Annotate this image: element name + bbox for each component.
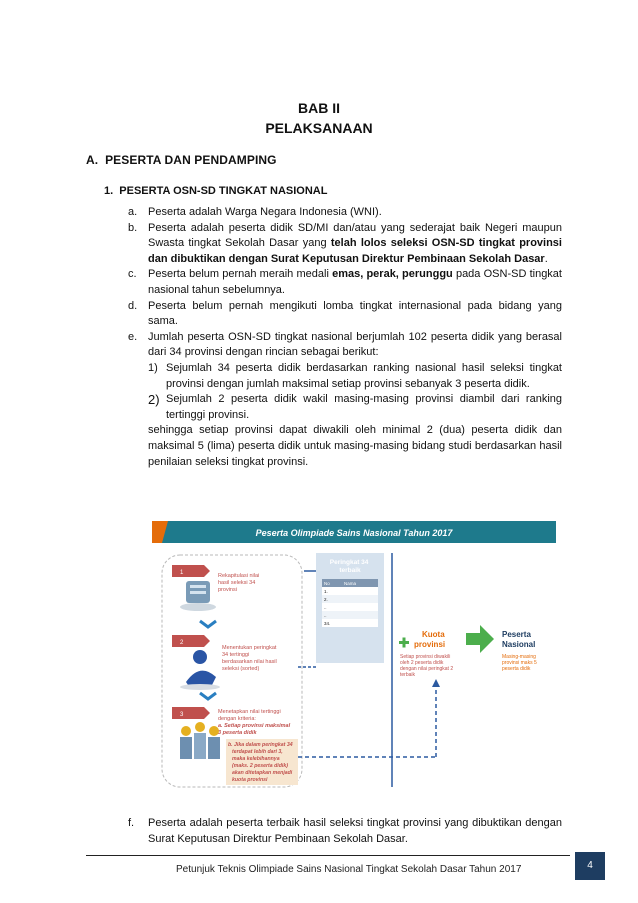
kuota-title: Kuota provinsi <box>414 630 446 649</box>
item-text: Peserta belum pernah mengikuti lomba tingkat internasional pada bidang yang sama. <box>148 299 562 328</box>
ranking-row: 34. <box>324 621 331 626</box>
subitem-number: 1) <box>148 361 158 374</box>
podium-people-icon <box>180 722 220 759</box>
subsection-heading-1: 1. PESERTA OSN-SD TINGKAT NASIONAL <box>104 185 328 197</box>
item-text-bold: emas, perak, perunggu <box>332 268 453 281</box>
item-text-normal: Peserta belum pernah meraih medali <box>148 268 333 281</box>
chapter-title: PELAKSANAAN <box>265 120 373 136</box>
item-text <box>148 267 562 298</box>
item-text: Peserta adalah Warga Negara Indonesia (WNI). <box>148 206 382 218</box>
footer-text: Petunjuk Teknis Olimpiade Sains Nasional Tingkat Sekolah Dasar Tahun 2017 <box>176 864 522 875</box>
item-label: f. <box>128 817 135 829</box>
step-1-marker <box>172 565 210 577</box>
list-subitem-2 <box>148 392 562 423</box>
plus-icon <box>399 638 409 648</box>
ranking-header-no: No <box>324 581 330 586</box>
item-text-normal: . <box>544 252 548 265</box>
footer-divider <box>86 855 570 856</box>
list-item-b <box>128 221 562 268</box>
person-ranking-icon <box>180 650 220 690</box>
step-3-note-text: b. Jika dalam peringkat 34 terdapat lebih dari 3, maka kelebihannya (maks. 2 peserta didik) akan ditetapkan menjadi kuota provinsi <box>228 742 293 783</box>
server-icon <box>180 581 216 611</box>
item-label: a. <box>128 206 138 218</box>
list-item-f-row <box>128 815 562 847</box>
ranking-row: .. <box>324 605 327 610</box>
chevron-down-icon <box>200 693 216 699</box>
ranking-header-name: Nama <box>344 581 357 586</box>
step-2-marker <box>172 635 210 647</box>
list-item-a <box>128 205 562 221</box>
list-item-c <box>128 267 562 298</box>
item-text <box>148 221 562 268</box>
ranking-table-rows <box>322 587 378 627</box>
item-e-continuation: sehingga setiap provinsi dapat diwakili oleh minimal 2 (dua) peserta didik dan maksimal 5 (lima) peserta didik untuk masing-masing bidang studi berdasarkan hasil penilaian seleksi tingkat provinsi. <box>148 424 562 468</box>
ranking-row: .. <box>324 613 327 618</box>
nasional-text: Masing-masing provinsi maks 5 peserta didik <box>502 654 537 672</box>
page-number: 4 <box>575 852 605 880</box>
subitem-text: Sejumlah 34 peserta didik berdasarkan ranking nasional hasil seleksi tingkat provinsi dengan jumlah maksimal setiap provinsi sebanyak 3 peserta didik. <box>166 361 562 390</box>
item-text: Peserta adalah peserta terbaik hasil seleksi tingkat provinsi yang dibuktikan dengan Surat Keputusan Direktur Pembinaan Sekolah Dasar. <box>148 817 562 845</box>
item-text: Jumlah peserta OSN-SD tingkat nasional berjumlah 102 peserta didik yang berasal dari 34 provinsi dengan rincian sebagai berikut: <box>148 330 562 359</box>
list-item-f <box>128 815 562 847</box>
item-list <box>128 205 562 470</box>
subitem-number: 2) <box>148 392 160 408</box>
step-2-number: 2 <box>180 640 184 646</box>
ranking-title: Peringkat 34 terbaik <box>329 559 369 574</box>
item-text-bold: telah lolos seleksi OSN-SD tingkat provinsi dan dibuktikan dengan Surat Keputusan Direktur Pembinaan Sekolah Dasar <box>148 237 562 265</box>
participant-flow-figure <box>148 517 560 797</box>
step-2-text: Menentukan peringkat 34 tertinggi berdasarkan nilai hasil seleksi (sorted) <box>222 645 277 672</box>
subitem-text: Sejumlah 2 peserta didik wakil masing-masing provinsi diambil dari ranking tertinggi provinsi. <box>166 393 562 421</box>
step-3-number: 3 <box>180 712 184 718</box>
chapter-number: BAB II <box>298 100 340 116</box>
section-heading-a: A. PESERTA DAN PENDAMPING <box>86 153 277 167</box>
item-text-normal: Peserta adalah peserta didik SD/MI dan/atau yang sederajat baik Negeri maupun Swasta tingkat Sekolah Dasar yang <box>148 221 562 250</box>
item-label: c. <box>128 268 137 281</box>
step-3-text: Menetapkan nilai tertinggi dengan kriteria: a. Setiap provinsi maksimal 3 peserta didik <box>218 709 291 736</box>
step-1-number: 1 <box>180 570 184 576</box>
ranking-row: 1. <box>324 589 328 594</box>
step-3-marker <box>172 707 210 719</box>
arrow-right-icon <box>466 625 494 653</box>
kuota-text: Setiap provinsi diwakili oleh 2 peserta didik dengan nilai peringkat 2 terbaik <box>400 654 454 678</box>
item-label: e. <box>128 330 138 343</box>
nasional-title: Peserta Nasional <box>502 630 536 649</box>
arrow-up-icon <box>432 679 440 687</box>
item-label: b. <box>128 221 138 234</box>
list-subitem-1 <box>148 361 562 392</box>
chevron-down-icon <box>200 621 216 627</box>
list-item-d <box>128 299 562 330</box>
item-text-normal: pada OSN-SD tingkat nasional tahun sebelumnya. <box>148 268 562 296</box>
ranking-row: 2. <box>324 597 328 602</box>
item-label: d. <box>128 299 138 312</box>
list-item-e <box>128 330 562 361</box>
banner-title: Peserta Olimpiade Sains Nasional Tahun 2017 <box>255 528 453 538</box>
step-1-text: Rekapitulasi nilai hasil seleksi 34 provinsi <box>218 573 260 593</box>
